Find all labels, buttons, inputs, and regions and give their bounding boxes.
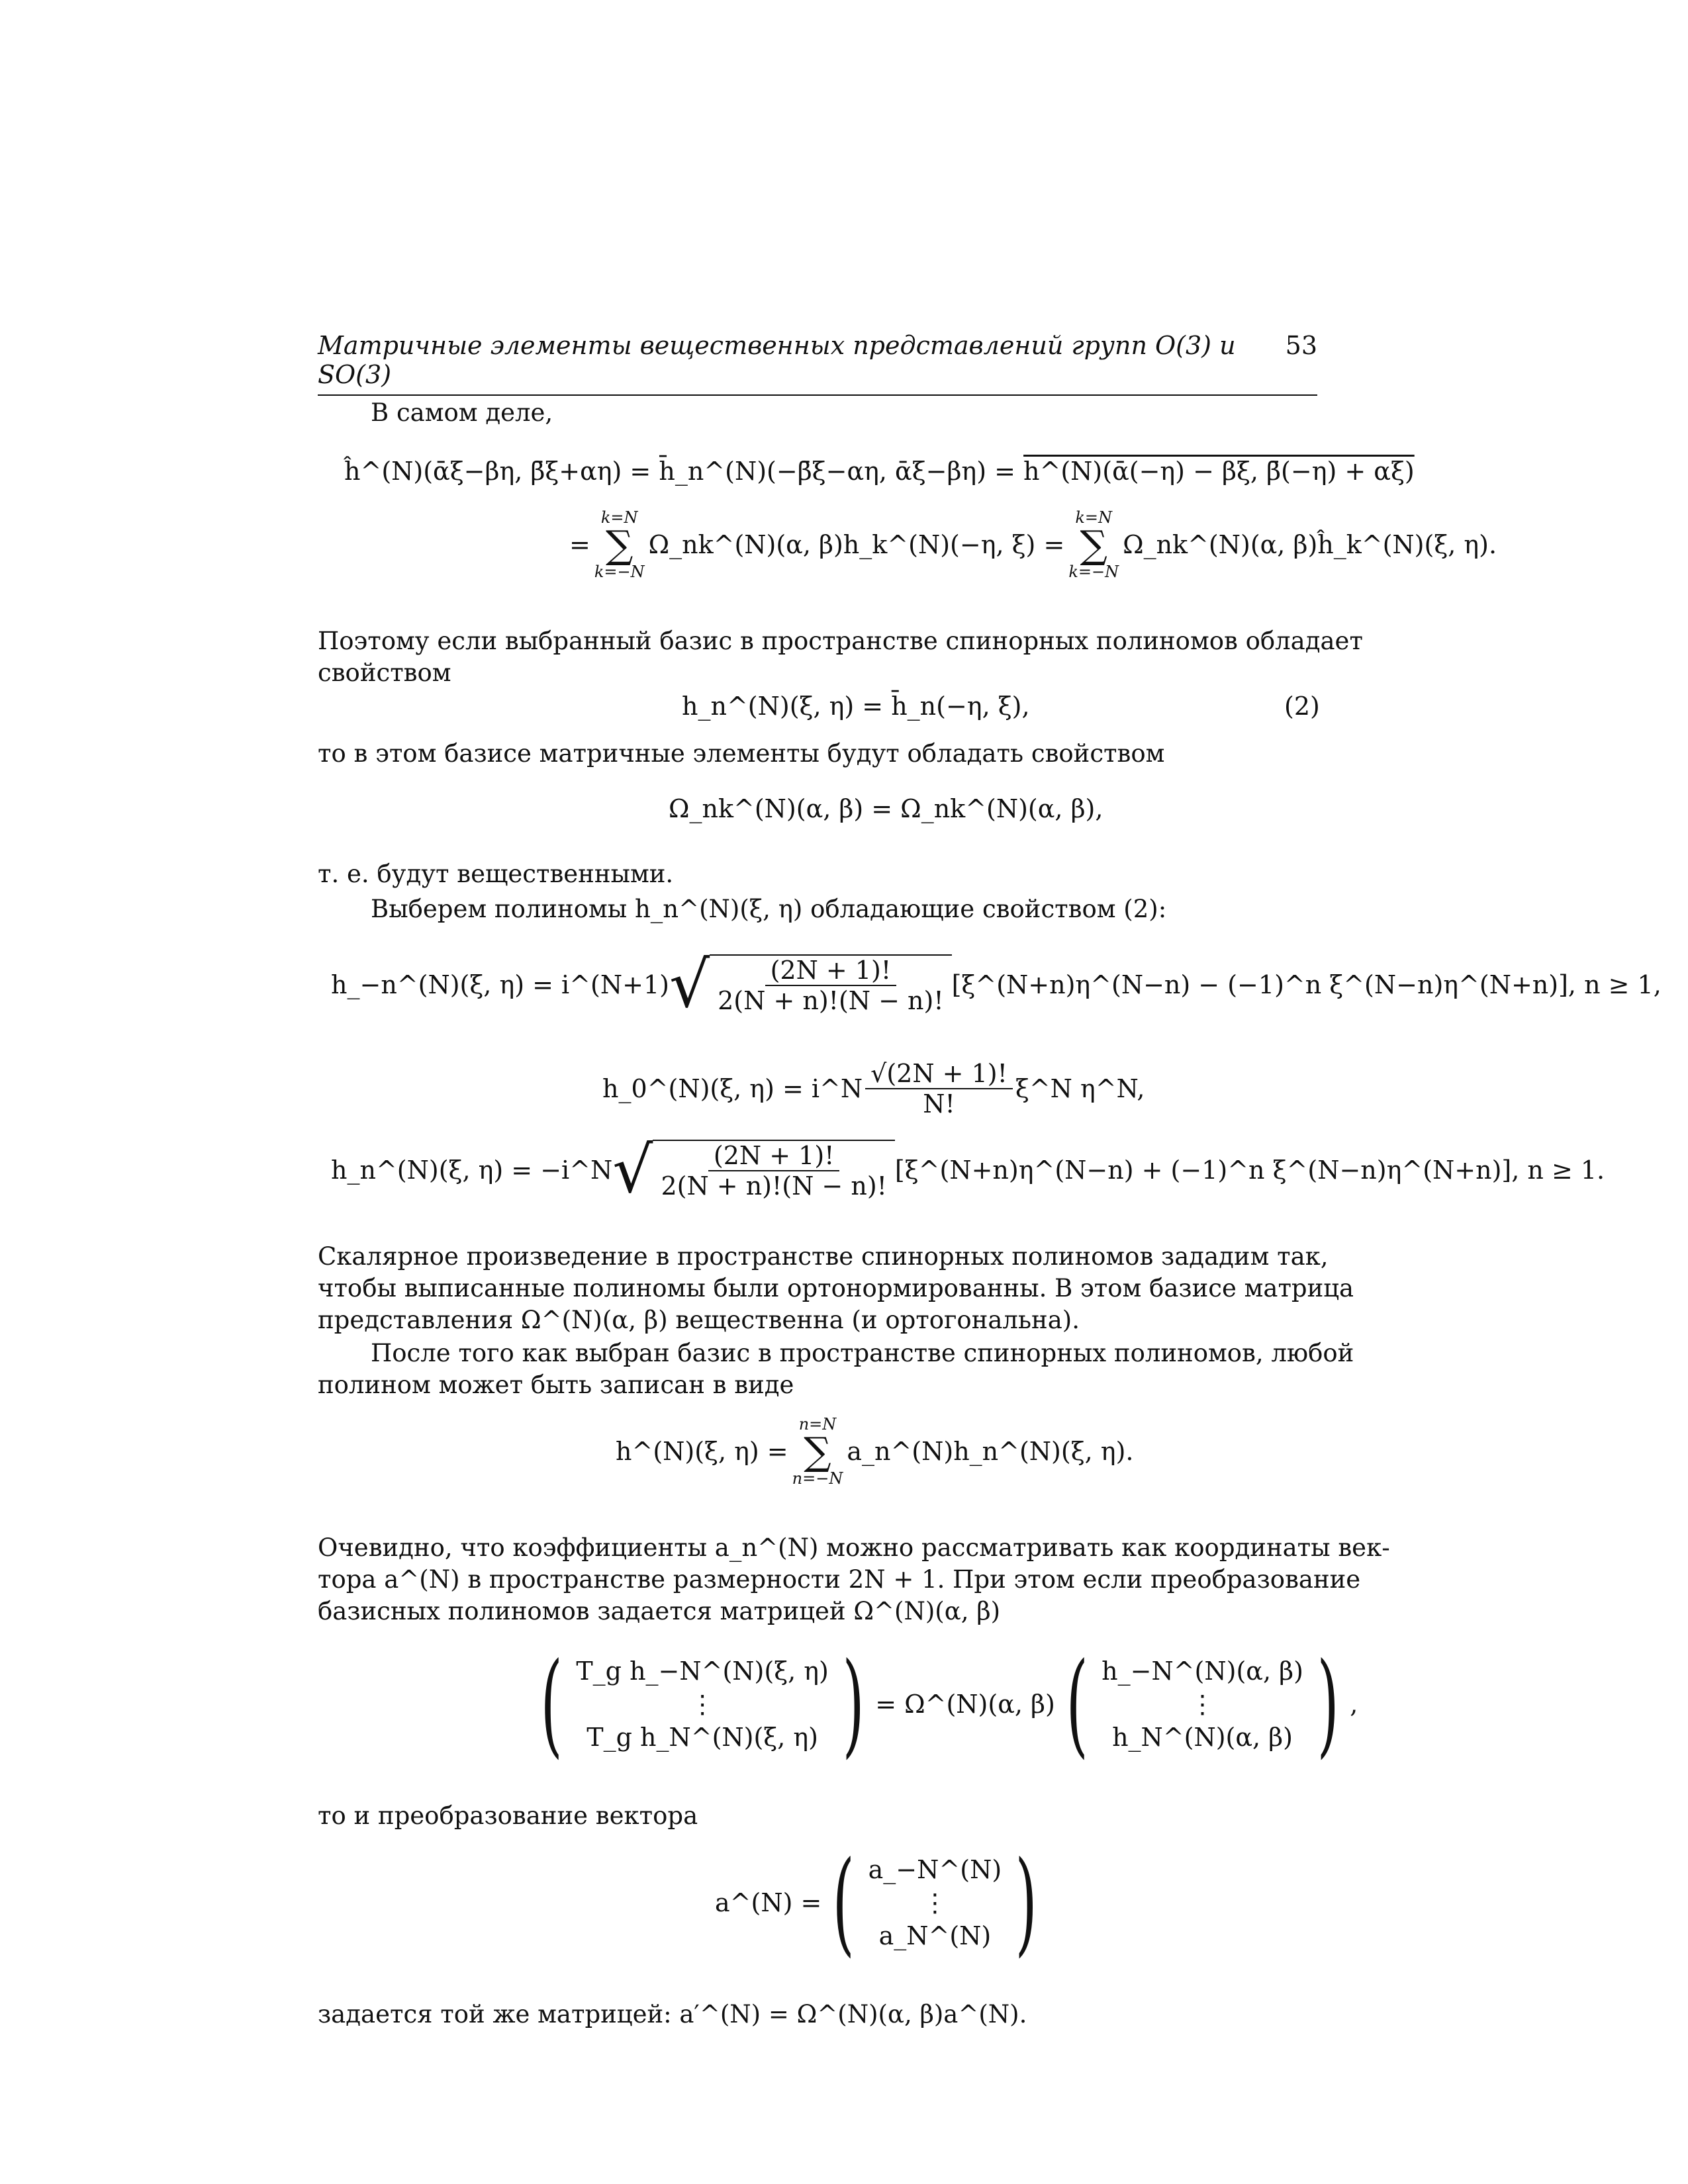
- running-header: [318, 331, 1317, 396]
- equation-conjugate-lhs: ĥ^(N)(ᾱξ−βη, β̄ξ+αη) = h̄_n^(N)(−β̄ξ−αη, ᾱξ−βη) =: [344, 457, 1015, 486]
- vector-column: ( a_−N^(N) ⋮ a_N^(N) ): [832, 1837, 1037, 1968]
- paragraph-line: Скалярное произведение в пространстве спинорных полиномов зададим так,: [318, 1242, 1329, 1271]
- sum-symbol: k=N ∑ k=−N: [1068, 508, 1119, 581]
- paragraph-line: тора a^(N) в пространстве размерности 2N + 1. При этом если преобразование: [318, 1565, 1361, 1594]
- equation-h-zero: h_0^(N)(ξ, η) = i^N $\frac{√(2N + 1)!}{N!}$ ξ^N η^N,: [602, 1059, 1145, 1118]
- equation-h-plus-n: h_n^(N)(ξ, η) = −i^N √ $\frac{(2N + 1)!}{2(N + n)!(N - n)!}$ [ξ^(N+n)η^(N−n) + (−1)^n ξ^(N−n)η^(N+n)], n ≥ 1.: [331, 1133, 1605, 1207]
- paragraph-line: задается той же матрицей: a′^(N) = Ω^(N)(α, β)a^(N).: [318, 2000, 1027, 2028]
- paragraph-line: полином может быть записан в виде: [318, 1371, 794, 1399]
- paragraph-line: представления Ω^(N)(α, β) вещественна (и ортогональна).: [318, 1306, 1080, 1334]
- equation-sum-term2: Ω_nk^(N)(α, β)ĥ_k^(N)(ξ, η).: [1123, 530, 1497, 559]
- equation-expansion: h^(N)(ξ, η) = n=N ∑ n=−N a_n^(N)h_n^(N)(ξ, η).: [616, 1415, 1134, 1488]
- sum-symbol: k=N ∑ k=−N: [594, 508, 645, 581]
- equation-number: (2): [1284, 692, 1320, 721]
- paragraph-line: то и преобразование вектора: [318, 1801, 698, 1830]
- equation-h-minus-n: h_−n^(N)(ξ, η) = i^(N+1) √ $\frac{(2N + 1)!}{2(N + n)!(N - n)!}$ [ξ^(N+n)η^(N−n) − (−1)^n ξ^(N−n)η^(N+n)], n ≥ 1,: [331, 948, 1662, 1022]
- paragraph-line: базисных полиномов задается матрицей Ω^(N)(α, β): [318, 1597, 1001, 1625]
- matrix-right: ( h_−N^(N)(α, β) ⋮ h_N^(N)(α, β) ): [1066, 1639, 1339, 1770]
- running-title: Матричные элементы вещественных представлений групп O(3) и SO(3): [318, 331, 1236, 389]
- page-number: 53: [1285, 331, 1317, 360]
- equation-matrix-transform: ( T_g h_−N^(N)(ξ, η) ⋮ T_g h_N^(N)(ξ, η) ) = Ω^(N)(α, β) ( h_−N^(N)(α, β) ⋮ h_N^(N)(α, β) ) ,: [530, 1648, 1358, 1760]
- equation-vector: a^(N) = ( a_−N^(N) ⋮ a_N^(N) ): [715, 1846, 1048, 1959]
- equation-conjugate-line2: = k=N ∑ k=−N Ω_nk^(N)(α, β)h_k^(N)(−η, ξ) = k=N ∑ k=−N Ω_nk^(N)(α, β)ĥ_k^(N)(ξ, η).: [569, 508, 1497, 581]
- paragraph-line: Поэтому если выбранный базис в пространстве спинорных полиномов обладает: [318, 627, 1363, 655]
- paragraph-line: Очевидно, что коэффициенты a_n^(N) можно рассматривать как координаты век-: [318, 1533, 1390, 1562]
- equation-2: h_n^(N)(ξ, η) = h̄_n(−η, ξ),: [682, 692, 1030, 721]
- sum-symbol: n=N ∑ n=−N: [792, 1415, 843, 1488]
- matrix-left: ( T_g h_−N^(N)(ξ, η) ⋮ T_g h_N^(N)(ξ, η) ): [540, 1639, 865, 1770]
- paragraph-line: После того как выбран базис в пространстве спинорных полиномов, любой: [371, 1339, 1354, 1367]
- equation-conjugate-overline: h^(N)(ᾱ(−η) − βξ, β̄(−η) + αξ): [1023, 457, 1415, 486]
- paragraph-line: чтобы выписанные полиномы были ортонормированны. В этом базисе матрица: [318, 1274, 1354, 1302]
- paragraph-line: т. е. будут вещественными.: [318, 860, 674, 888]
- equation-conjugate-line1: [344, 457, 1415, 486]
- equation-real-elements: Ω_nk^(N)(α, β) = Ω_nk^(N)(α, β),: [669, 794, 1103, 823]
- paragraph-intro: В самом деле,: [371, 398, 553, 427]
- equation-sum-term1: Ω_nk^(N)(α, β)h_k^(N)(−η, ξ) =: [648, 530, 1065, 559]
- paragraph-line: свойством: [318, 659, 451, 687]
- paragraph-line: Выберем полиномы h_n^(N)(ξ, η) обладающие свойством (2):: [371, 895, 1167, 923]
- paragraph-line: то в этом базисе матричные элементы будут обладать свойством: [318, 739, 1165, 768]
